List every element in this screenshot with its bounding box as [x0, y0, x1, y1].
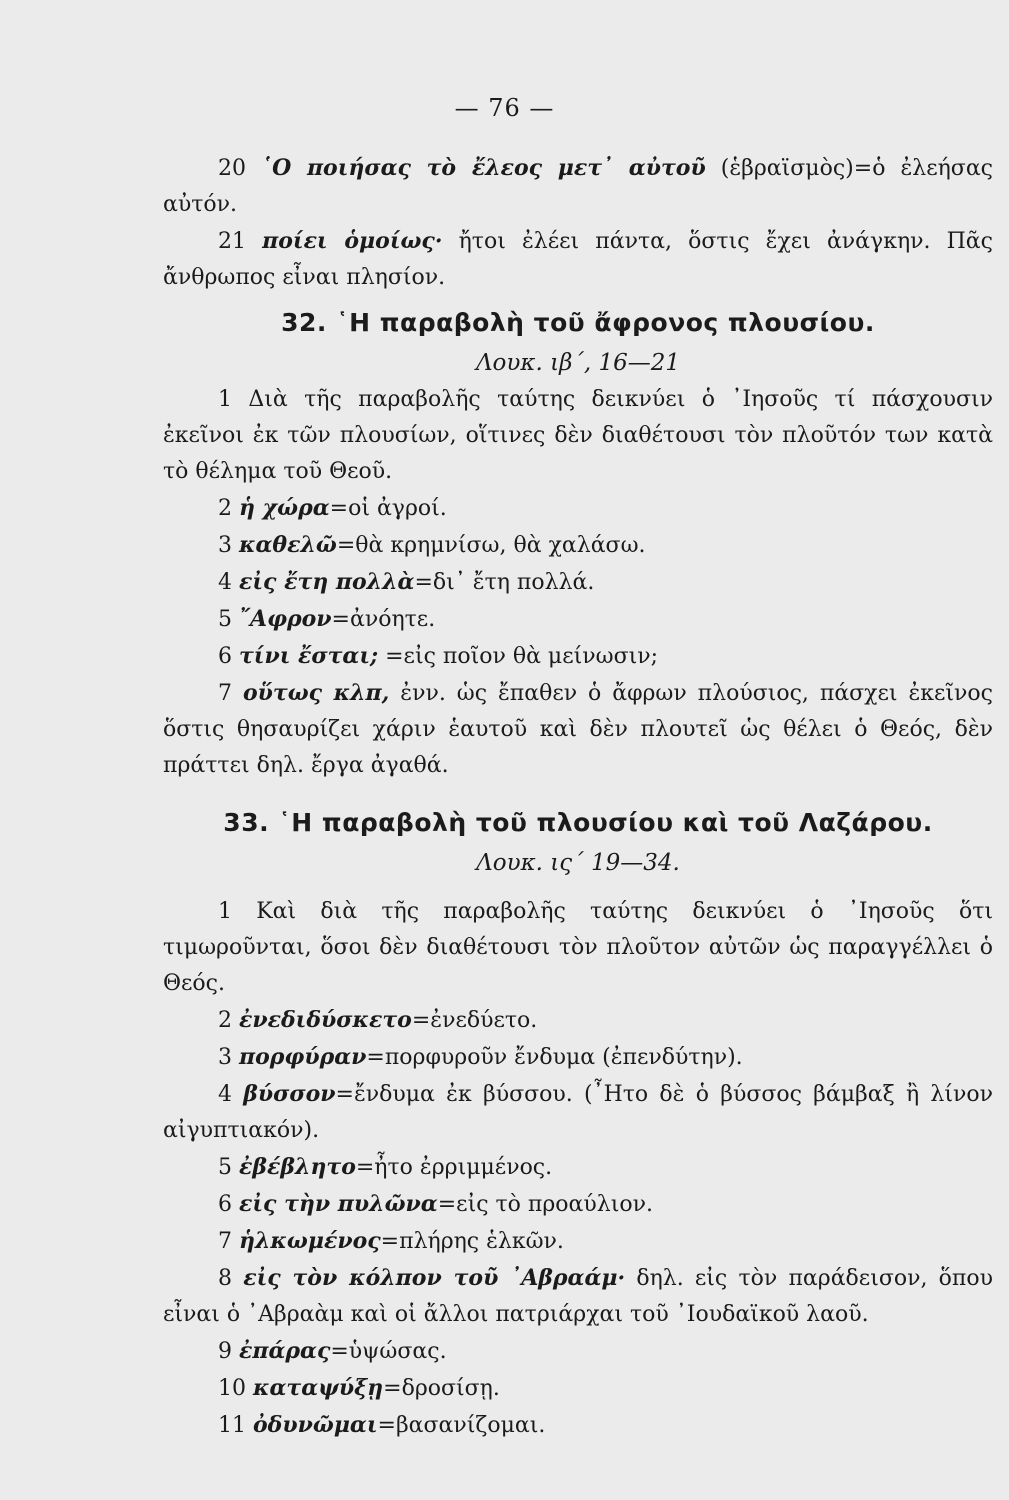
note-33-8: 8 εἰς τὸν κόλπον τοῦ ᾿Αβραάμ· δηλ. εἰς τὸν παράδεισον, ὅπου εἶναι ὁ ᾿Αβραὰμ καὶ οἱ ἄλλοι πατριάρχαι τοῦ ᾿Ιουδαϊκοῦ λαοῦ. — [163, 1265, 993, 1327]
note-32-6: 6 τίνι ἔσται; =εἰς ποῖον θὰ μείνωσιν; — [218, 643, 658, 669]
note-20: 20 ῾Ο ποιήσας τὸ ἔλεος μετ᾽ αὐτοῦ (ἑβραϊσμὸς)=ὁ ἐλεήσας αὐτόν. — [163, 155, 994, 217]
note-33-7: 7 ἡλκωμένος=πλήρης ἑλκῶν. — [218, 1228, 564, 1254]
note-33-6: 6 εἰς τὴν πυλῶνα=εἰς τὸ προαύλιον. — [218, 1191, 653, 1217]
note-32-1: 1 Διὰ τῆς παραβολῆς ταύτης δεικνύει ὁ ᾿Ιησοῦς τί πάσχουσιν ἐκεῖνοι ἐκ τῶν πλουσίων, οἵτινες δὲν διαθέτουσι τὸν πλοῦτόν των κατὰ τὸ θέλημα τοῦ Θεοῦ. — [163, 387, 993, 484]
note-33-11: 11 ὀδυνῶμαι=βασανίζομαι. — [218, 1412, 546, 1438]
section-32-reference: Λουκ. ιβ΄, 16—21 — [475, 350, 681, 376]
note-32-7: 7 οὕτως κλπ, ἐνν. ὡς ἔπαθεν ὁ ἄφρων πλούσιος, πάσχει ἐκεῖνος ὅστις θησαυρίζει χάριν ἑαυτοῦ καὶ δὲν πλουτεῖ ὡς θέλει ὁ Θεός, δὲν πράττει δηλ. ἔργα ἀγαθά. — [163, 680, 994, 778]
section-33-title: 33. ῾Η παραβολὴ τοῦ πλουσίου καὶ τοῦ Λαζάρου. — [223, 808, 933, 837]
section-32-title: 32. ῾Η παραβολὴ τοῦ ἄφρονος πλουσίου. — [281, 308, 875, 337]
section-33-reference: Λουκ. ις΄ 19—34. — [476, 850, 680, 876]
note-definition: (ἑβραϊσμὸς)=ὁ ἐλεήσας αὐτόν. — [163, 156, 994, 217]
page-content — [163, 150, 993, 1444]
note-33-9: 9 ἐπάρας=ὑψώσας. — [218, 1338, 447, 1364]
note-33-3: 3 πορφύραν=πορφυροῦν ἔνδυμα (ἐπενδύτην). — [218, 1044, 743, 1070]
note-definition: ἤτοι ἐλέει πάντα, ὅστις ἔχει ἀνάγκην. Πᾶς ἄνθρωπος εἶναι πλησίον. — [163, 229, 993, 290]
note-33-5: 5 ἐβέβλητο=ἦτο ἐρριμμένος. — [218, 1154, 553, 1180]
note-term: ποίει ὁμοίως· — [262, 228, 443, 254]
note-33-2: 2 ἐνεδιδύσκετο=ἐνεδύετο. — [218, 1007, 538, 1033]
note-33-4: 4 βύσσον=ἔνδυμα ἐκ βύσσου. (῏Ητο δὲ ὁ βύσσος βάμβαξ ἢ λίνον αἰγυπτιακόν). — [163, 1081, 993, 1143]
section-spacer — [163, 882, 993, 894]
note-32-3: 3 καθελῶ=θὰ κρημνίσω, θὰ χαλάσω. — [218, 532, 646, 558]
note-33-10: 10 καταψύξῃ=δροσίσῃ. — [218, 1375, 500, 1401]
note-32-4: 4 εἰς ἔτη πολλὰ=δι᾽ ἔτη πολλά. — [218, 569, 595, 595]
note-33-1: 1 Καὶ διὰ τῆς παραβολῆς ταύτης δεικνύει ὁ ᾿Ιησοῦς ὅτι τιμωροῦνται, ὅσοι δὲν διαθέτουσι τὸν πλοῦτον αὐτῶν ὡς παραγγέλλει ὁ Θεός. — [163, 899, 993, 996]
note-32-2: 2 ἡ χώρα=οἱ ἀγροί. — [218, 495, 447, 521]
note-32-5: 5 ῎Αφρον=ἀνόητε. — [218, 606, 436, 632]
section-spacer — [163, 784, 993, 796]
note-term: ῾Ο ποιήσας τὸ ἔλεος μετ᾽ αὐτοῦ — [261, 155, 706, 181]
note-21: 21 ποίει ὁμοίως· ἤτοι ἐλέει πάντα, ὅστις ἔχει ἀνάγκην. Πᾶς ἄνθρωπος εἶναι πλησίον. — [163, 228, 993, 290]
page-number: — 76 — — [454, 94, 555, 122]
